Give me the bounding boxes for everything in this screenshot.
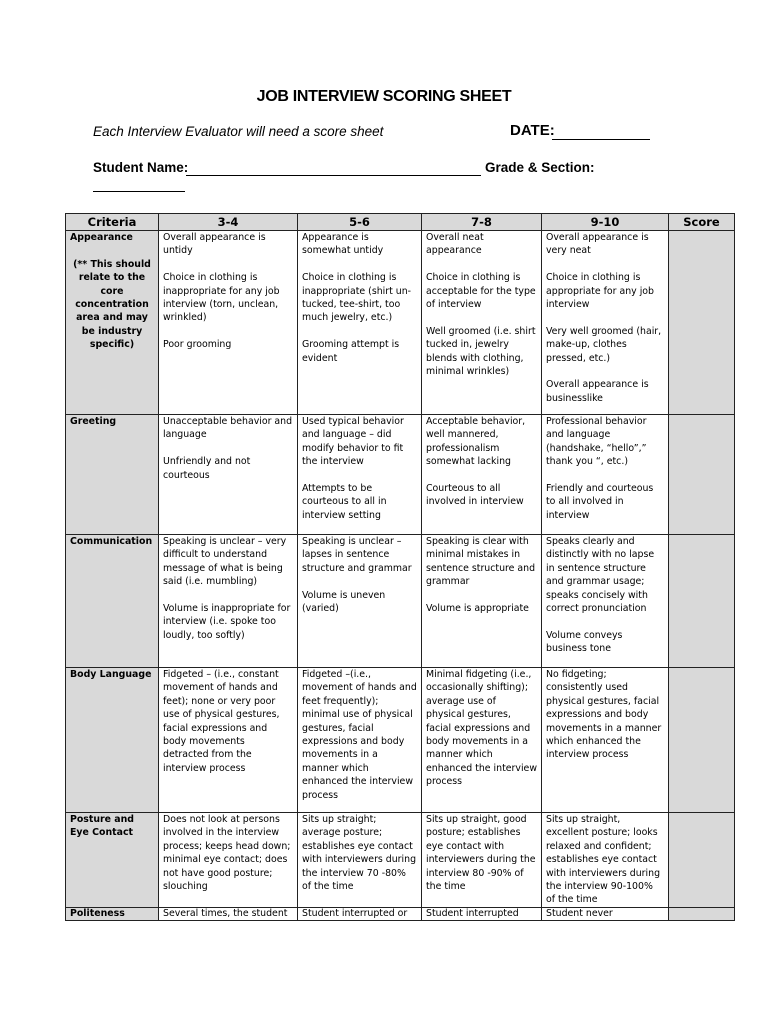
descriptor-cell-col-3	[422, 668, 542, 813]
score-cell[interactable]	[669, 668, 735, 813]
table-row-posture-and-eye-contact	[66, 813, 735, 908]
criteria-label: Politeness	[70, 907, 125, 919]
descriptor-text: Acceptable behavior, well mannered, professionalism somewhat lacking	[426, 416, 526, 468]
descriptor-cell-col-3	[422, 415, 542, 535]
criteria-cell	[66, 668, 159, 813]
descriptor-text: Overall appearance is untidy	[163, 232, 266, 257]
descriptor-text: Does not look at persons involved in the interview process; keeps head down; minimal eye contact; does not have good posture; slouching	[163, 814, 291, 893]
descriptor-text: Attempts to be courteous to all in interview setting	[302, 483, 387, 521]
scoring-table	[65, 213, 735, 921]
descriptor-text: Speaking is clear with minimal mistakes in sentence structure and grammar	[426, 536, 536, 588]
grade-section-field[interactable]	[93, 191, 185, 192]
descriptor-text: Student interrupted or	[302, 907, 408, 919]
descriptor-cell-col-1	[159, 813, 298, 908]
descriptor-text: No fidgeting; consistently used physical gestures, facial expressions and body movements in a manner which enhanced the interview process	[546, 669, 662, 761]
header-9-10: 9-10	[542, 214, 669, 231]
descriptor-text: Volume conveys business tone	[546, 629, 623, 655]
descriptor-cell-col-2	[298, 535, 422, 668]
criteria-label: Posture and Eye Contact	[70, 814, 135, 839]
criteria-cell	[66, 231, 159, 415]
criteria-label: Appearance	[70, 232, 133, 243]
descriptor-text: Speaking is unclear – lapses in sentence structure and grammar	[302, 536, 412, 574]
descriptor-cell-col-1	[159, 231, 298, 415]
descriptor-text: Unacceptable behavior and language	[163, 416, 293, 441]
descriptor-text: Choice in clothing is inappropriate (shirt un-tucked, tee-shirt, too much jewelry, etc.)	[302, 272, 412, 324]
descriptor-cell-col-4	[542, 813, 669, 908]
table-row-communication	[66, 535, 735, 668]
descriptor-cell-col-4	[542, 231, 669, 415]
descriptor-text: Poor grooming	[163, 339, 232, 351]
descriptor-text: Fidgeted – (i.e., constant movement of hands and feet); none or very poor use of physical gestures, facial expressions and body movements detracted from the interview process	[163, 669, 280, 774]
header-criteria: Criteria	[66, 214, 159, 231]
descriptor-text: Professional behavior and language (handshake, “hello”,” thank you “, etc.)	[546, 416, 647, 468]
descriptor-text: Fidgeted –(i.e., movement of hands and feet frequently); minimal use of physical gestures, facial expressions and body movements in a manner which enhanced the interview process	[302, 669, 417, 801]
header-5-6: 5-6	[298, 214, 422, 231]
descriptor-cell-col-4	[542, 535, 669, 668]
descriptor-text: Used typical behavior and language – did modify behavior to fit the interview	[302, 416, 404, 468]
criteria-note: (** This should relate to the core concentration area and may be industry specific)	[73, 258, 151, 351]
descriptor-cell-col-2	[298, 668, 422, 813]
table-row-appearance	[66, 231, 735, 415]
criteria-label: Greeting	[70, 416, 117, 427]
descriptor-cell-col-2	[298, 415, 422, 535]
descriptor-text: Volume is appropriate	[426, 603, 529, 615]
descriptor-cell-col-3	[422, 535, 542, 668]
descriptor-text: Grooming attempt is evident	[302, 339, 400, 364]
criteria-label: Body Language	[70, 669, 152, 680]
student-name-field[interactable]	[186, 175, 481, 176]
score-cell[interactable]	[669, 535, 735, 668]
descriptor-text: Student interrupted	[426, 907, 519, 919]
descriptor-text: Volume is uneven (varied)	[302, 589, 386, 615]
descriptor-text: Choice in clothing is inappropriate for any job interview (torn, unclean, wrinkled)	[163, 272, 280, 324]
header-7-8: 7-8	[422, 214, 542, 231]
descriptor-text: Appearance is somewhat untidy	[302, 232, 384, 257]
descriptor-text: Overall appearance is businesslike	[546, 379, 649, 404]
descriptor-text: Unfriendly and not courteous	[163, 456, 251, 481]
score-cell[interactable]	[669, 231, 735, 415]
descriptor-cell-col-2	[298, 813, 422, 908]
descriptor-cell-col-1	[159, 668, 298, 813]
descriptor-text: Overall neat appearance	[426, 232, 484, 257]
descriptor-cell-col-1	[159, 907, 298, 920]
descriptor-cell-col-1	[159, 415, 298, 535]
criteria-cell	[66, 813, 159, 908]
date-field[interactable]	[552, 139, 650, 140]
descriptor-text: Courteous to all involved in interview	[426, 483, 524, 508]
descriptor-text: Friendly and courteous to all involved in interview	[546, 483, 654, 521]
descriptor-text: Well groomed (i.e. shirt tucked in, jewelry blends with clothing, minimal wrinkles)	[426, 325, 536, 378]
grade-section-label: Grade & Section:	[485, 160, 595, 175]
header-3-4: 3-4	[159, 214, 298, 231]
table-row-body-language	[66, 668, 735, 813]
descriptor-text: Choice in clothing is acceptable for the type of interview	[426, 272, 536, 311]
descriptor-text: Sits up straight, good posture; establishes eye contact with interviewers during the interview 80 -90% of the time	[426, 814, 536, 893]
descriptor-text: Overall appearance is very neat	[546, 232, 649, 257]
table-header-row	[66, 214, 735, 231]
descriptor-text: Speaking is unclear – very difficult to understand message of what is being said (i.e. mumbling)	[163, 536, 287, 588]
header-score: Score	[669, 214, 735, 231]
descriptor-text: Choice in clothing is appropriate for any job interview	[546, 272, 654, 311]
descriptor-cell-col-4	[542, 668, 669, 813]
descriptor-text: Minimal fidgeting (i.e., occasionally shifting); average use of physical gestures, facial expressions and body movements in a manner which enhanced the interview process	[426, 669, 537, 788]
date-label: DATE:	[510, 122, 555, 139]
descriptor-text: Several times, the student	[163, 907, 288, 919]
descriptor-cell-col-2	[298, 231, 422, 415]
descriptor-cell-col-3	[422, 907, 542, 920]
descriptor-cell-col-3	[422, 231, 542, 415]
table-row-greeting	[66, 415, 735, 535]
criteria-cell	[66, 415, 159, 535]
descriptor-cell-col-2	[298, 907, 422, 920]
descriptor-cell-col-4	[542, 907, 669, 920]
descriptor-text: Sits up straight, excellent posture; looks relaxed and confident; establishes eye contact with interviewers during the interview 90-100% of the time	[546, 814, 661, 906]
student-name-label: Student Name:	[93, 160, 189, 175]
criteria-cell	[66, 907, 159, 920]
descriptor-text: Very well groomed (hair, make-up, clothes pressed, etc.)	[546, 325, 662, 364]
criteria-cell	[66, 535, 159, 668]
descriptor-cell-col-4	[542, 415, 669, 535]
page-title: JOB INTERVIEW SCORING SHEET	[256, 88, 512, 105]
score-cell[interactable]	[669, 813, 735, 908]
descriptor-text: Speaks clearly and distinctly with no lapse in sentence structure and grammar usage; speaks concisely with correct pronunciation	[546, 536, 655, 615]
descriptor-text: Student never	[546, 907, 613, 919]
subtitle: Each Interview Evaluator will need a score sheet	[93, 124, 384, 139]
table-row-politeness	[66, 907, 735, 920]
descriptor-cell-col-1	[159, 535, 298, 668]
score-cell[interactable]	[669, 415, 735, 535]
descriptor-text: Volume is inappropriate for interview (i.e. spoke too loudly, too softly)	[163, 603, 291, 641]
descriptor-text: Sits up straight; average posture; establishes eye contact with interviewers during the interview 70 -80% of the time	[302, 814, 417, 893]
descriptor-cell-col-3	[422, 813, 542, 908]
score-cell[interactable]	[669, 907, 735, 920]
criteria-label: Communication	[70, 536, 153, 547]
